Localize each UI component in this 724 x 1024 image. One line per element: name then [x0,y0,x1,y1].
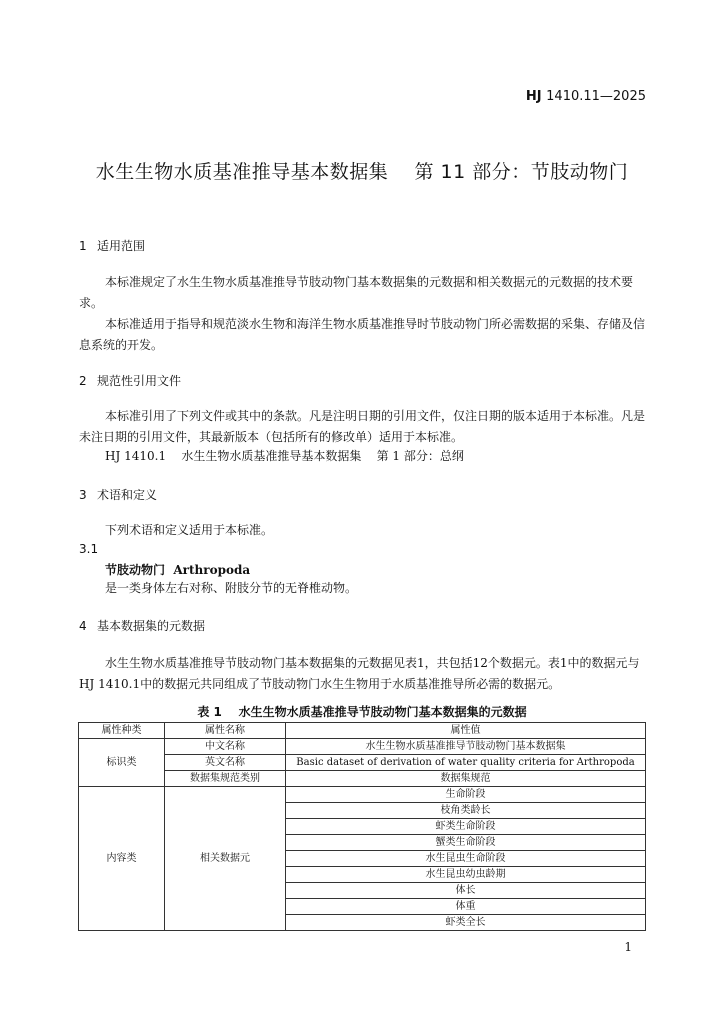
section-2-title: 规范性引用文件 [97,374,182,388]
term-name: 节肢动物门 Arthropoda [105,563,251,577]
table-header-cell: 属性种类 [79,723,165,739]
table-row [79,755,646,771]
attribute-name-cell: 中文名称 [165,739,286,755]
section-2-heading [79,372,181,389]
table-row [79,787,646,803]
section-1-paragraph-1: 本标准规定了水生生物水质基准推导节肢动物门基本数据集的元数据和相关数据元的元数据的技术要求。 [79,275,634,310]
attribute-name-cell: 数据集规范类别 [165,771,286,787]
attribute-value-cell: 体长 [286,883,646,899]
normative-reference: HJ 1410.1 水生生物水质基准推导基本数据集 第 1 部分：总纲 [105,449,464,463]
attribute-value-cell: 虾类生命阶段 [286,819,646,835]
table-caption: 表 1 水生生物水质基准推导节肢动物门基本数据集的元数据 [197,705,527,719]
attribute-name-cell: 英文名称 [165,755,286,771]
attribute-value-cell: 水生生物水质基准推导节肢动物门基本数据集 [286,739,646,755]
section-1-title: 适用范围 [97,239,146,253]
section-1-heading [79,237,145,254]
term-number: 3.1 [79,542,99,556]
section-1-paragraph-2: 本标准适用于指导和规范淡水生物和海洋生物水质基准推导时节肢动物门所必需数据的采集、存储及信息系统的开发。 [79,317,646,352]
attribute-value-cell: Basic dataset of derivation of water quality criteria for Arthropoda [286,755,646,771]
section-3-heading [79,486,157,503]
attribute-value-cell: 体重 [286,899,646,915]
table-header-cell: 属性值 [286,723,646,739]
attribute-value-cell: 水生昆虫幼虫龄期 [286,867,646,883]
section-4-title: 基本数据集的元数据 [97,619,206,633]
category-cell-identification: 标识类 [79,739,165,787]
section-4-number: 4 [79,619,87,633]
table-header-row [79,723,646,739]
section-3-number: 3 [79,488,87,502]
table-row [79,771,646,787]
standard-code [526,89,646,104]
section-2-paragraph-1: 本标准引用了下列文件或其中的条款。凡是注明日期的引用文件，仅注日期的版本适用于本标准。凡是未注日期的引用文件，其最新版本（包括所有的修改单）适用于本标准。 [79,409,646,444]
attribute-value-cell: 蟹类生命阶段 [286,835,646,851]
attribute-value-cell: 水生昆虫生命阶段 [286,851,646,867]
standard-code-prefix: HJ [525,89,542,104]
attribute-value-cell: 生命阶段 [286,787,646,803]
section-1-number: 1 [79,239,87,253]
table-header-cell: 属性名称 [165,723,286,739]
section-4-paragraph-1: 水生生物水质基准推导节肢动物门基本数据集的元数据见表1，共包括12个数据元。表1中的数据元与HJ 1410.1中的数据元共同组成了节肢动物门水生生物用于水质基准推导所必需的数据元。 [79,656,640,691]
standard-code-number: 1410.11—2025 [546,89,646,104]
section-2-number: 2 [79,374,87,388]
section-3-title: 术语和定义 [97,488,158,502]
section-4-heading [79,617,205,634]
attribute-value-cell: 虾类全长 [286,915,646,931]
document-title: 水生生物水质基准推导基本数据集 第 11 部分：节肢动物门 [95,161,629,183]
metadata-table [78,722,646,931]
table-row [79,739,646,755]
attribute-value-cell: 枝角类龄长 [286,803,646,819]
page-number: 1 [624,940,632,954]
term-definition: 是一类身体左右对称、附肢分节的无脊椎动物。 [105,581,358,595]
category-cell-content: 内容类 [79,787,165,931]
section-3-intro: 下列术语和定义适用于本标准。 [105,523,274,537]
attribute-value-cell: 数据集规范 [286,771,646,787]
attribute-name-cell-related-elements: 相关数据元 [165,787,286,931]
